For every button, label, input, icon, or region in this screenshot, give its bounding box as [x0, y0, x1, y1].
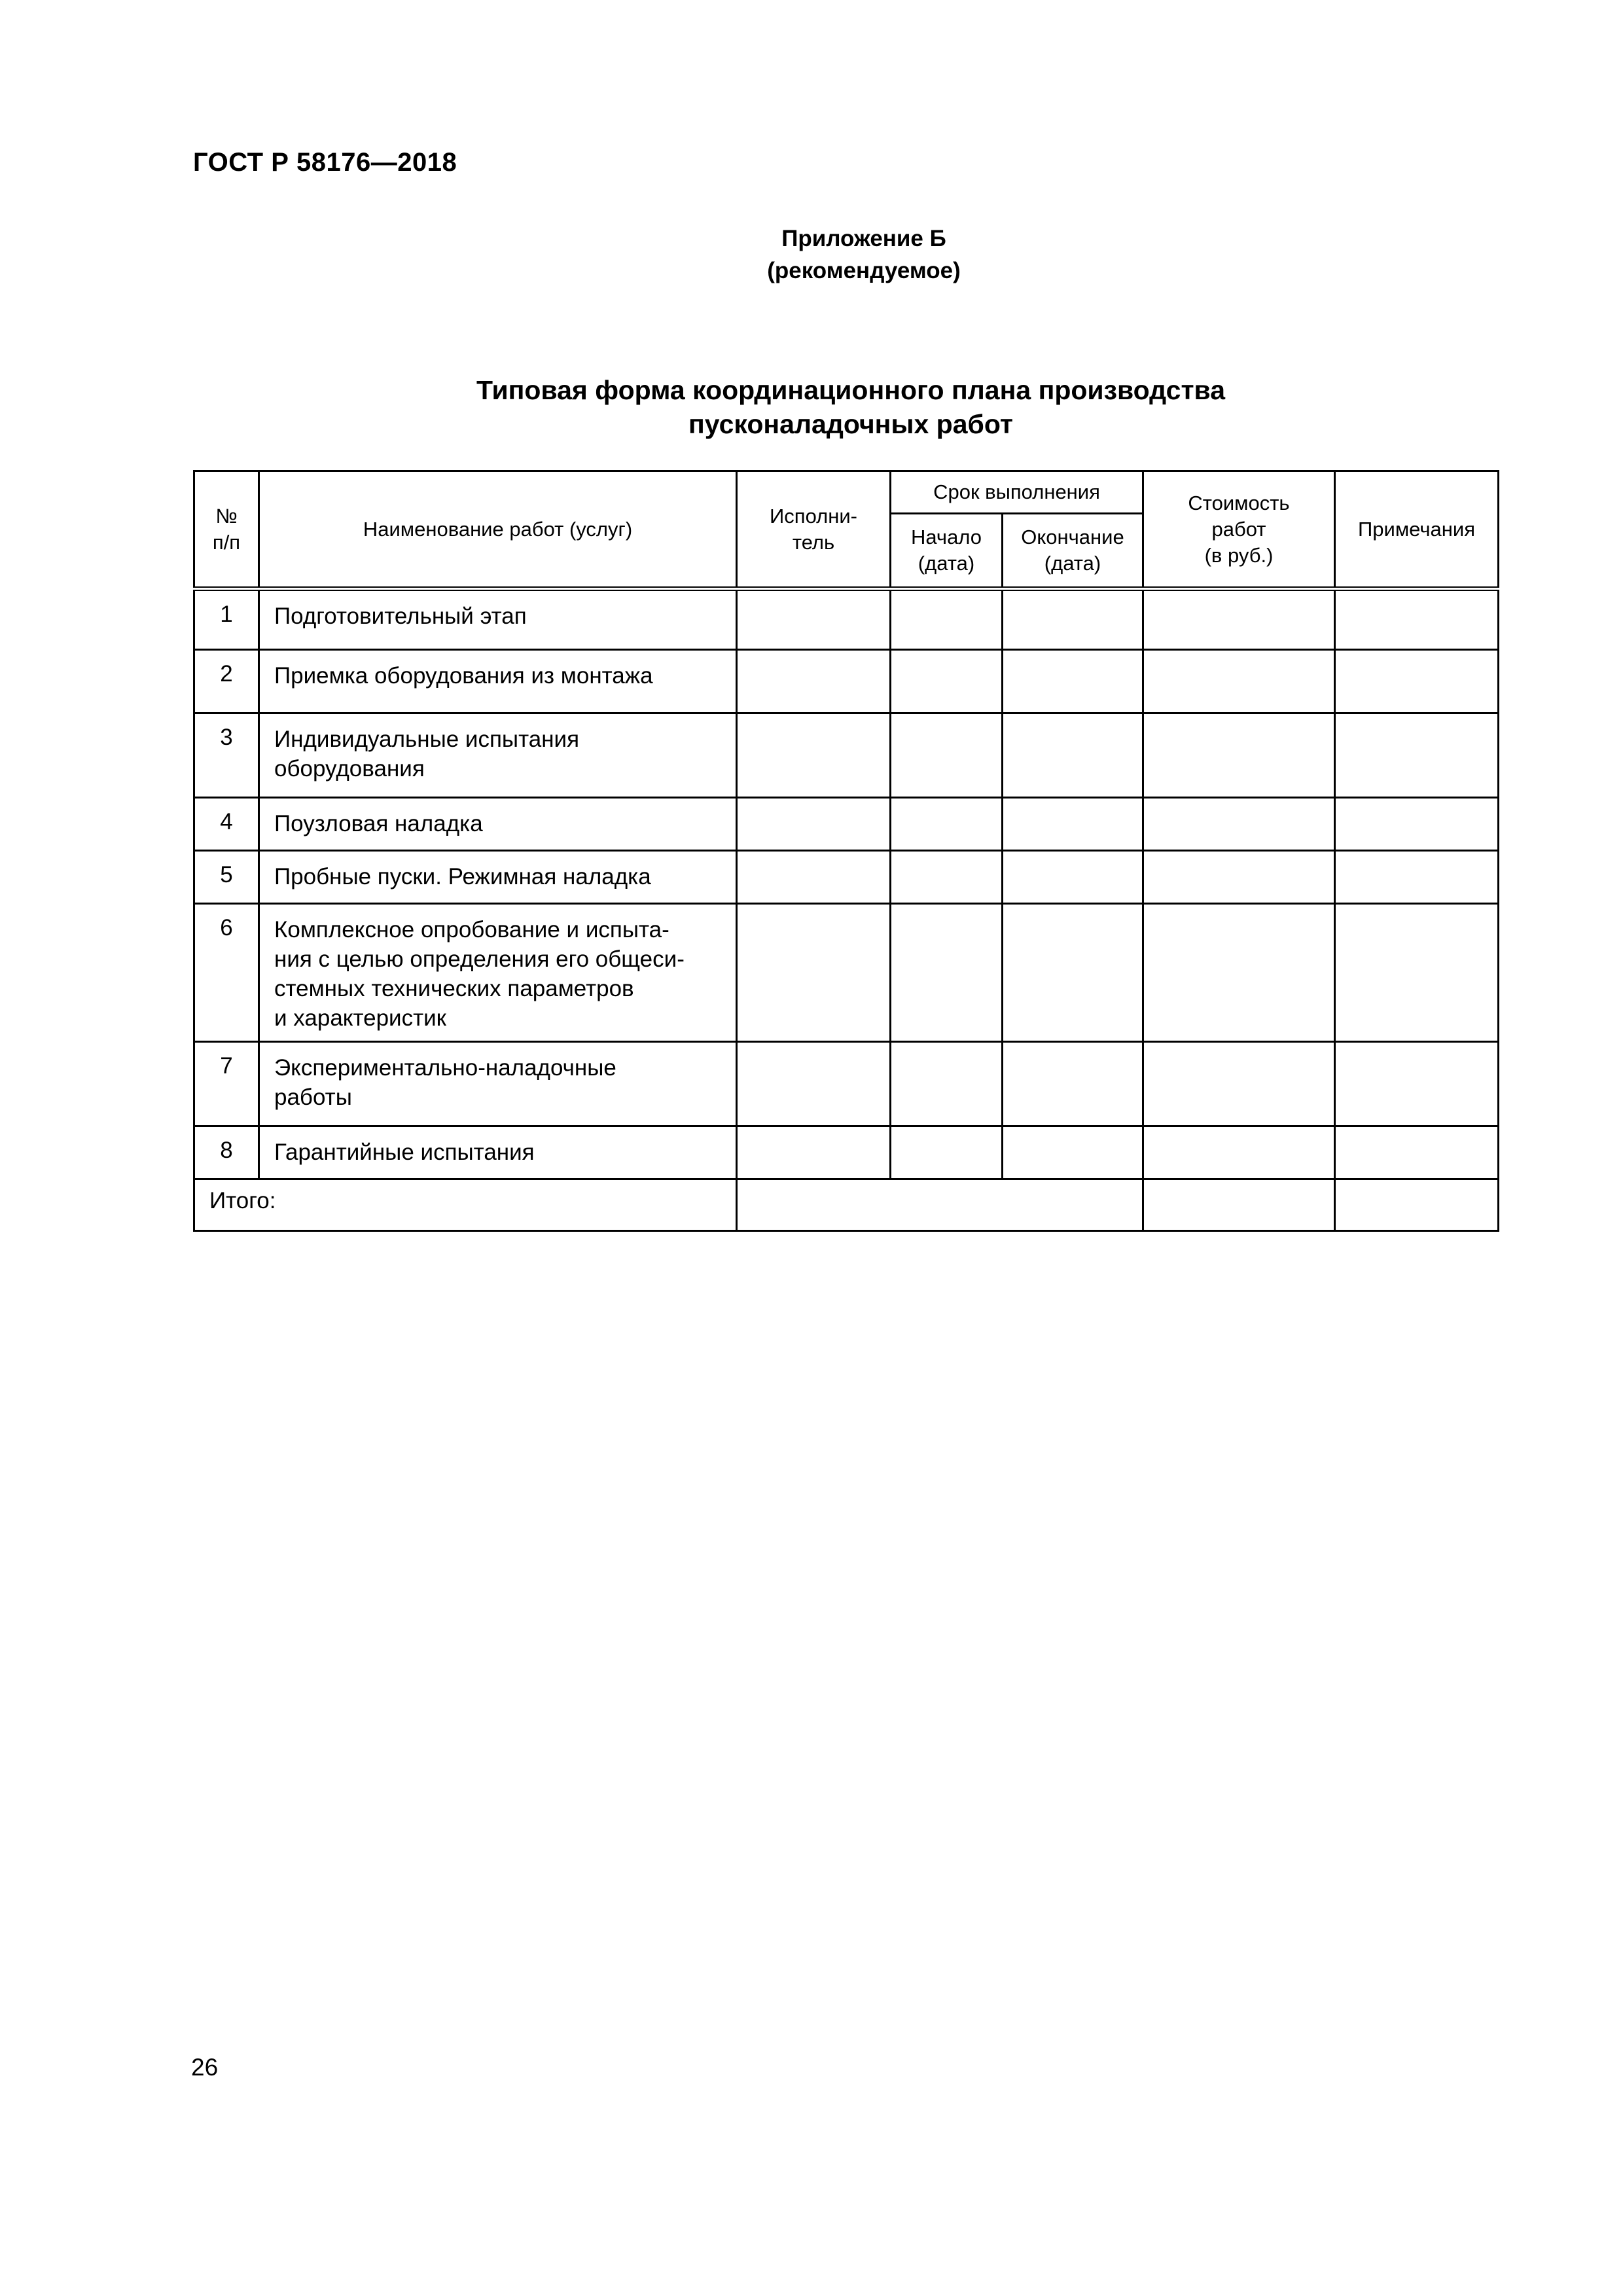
appendix-status: (рекомендуемое) [767, 258, 961, 283]
form-title-line2: пусконаладочных работ [688, 409, 1013, 439]
table-row [194, 713, 1499, 798]
document-code: ГОСТ Р 58176—2018 [193, 148, 457, 177]
work-name-line: Приемка оборудования из монтажа [274, 663, 653, 689]
header-executor-line2: тель [792, 530, 835, 554]
row-work-name [259, 851, 737, 904]
table-row [194, 1042, 1499, 1126]
header-num-line2: п/п [212, 530, 241, 554]
notes-cell [1335, 650, 1499, 713]
row-number: 8 [194, 1126, 259, 1179]
work-name-line: стемных технических параметров [274, 976, 634, 1001]
total-row [194, 1179, 1499, 1231]
table-row [194, 904, 1499, 1042]
header-notes: Примечания [1335, 471, 1499, 589]
start-date-cell [891, 904, 1003, 1042]
row-work-name [259, 798, 737, 851]
work-name-line: Поузловая наладка [274, 811, 483, 836]
work-name-line: работы [274, 1085, 352, 1110]
table-row [194, 650, 1499, 713]
start-date-cell [891, 851, 1003, 904]
start-date-cell [891, 1126, 1003, 1179]
cost-cell [1143, 589, 1335, 650]
row-work-name [259, 1042, 737, 1126]
end-date-cell [1003, 904, 1143, 1042]
total-cost-cell [1143, 1179, 1335, 1231]
executor-cell [737, 589, 891, 650]
work-name-line: и характеристик [274, 1005, 446, 1031]
executor-cell [737, 1126, 891, 1179]
header-end [1003, 514, 1143, 589]
row-number: 6 [194, 904, 259, 1042]
header-name: Наименование работ (услуг) [259, 471, 737, 589]
work-name-line: Индивидуальные испытания [274, 726, 580, 752]
executor-cell [737, 713, 891, 798]
row-number: 5 [194, 851, 259, 904]
header-executor-line1: Исполни- [770, 504, 857, 528]
notes-cell [1335, 713, 1499, 798]
cost-cell [1143, 713, 1335, 798]
work-name-line: Пробные пуски. Режимная наладка [274, 864, 651, 889]
work-name-line: Комплексное опробование и испыта- [274, 917, 669, 942]
notes-cell [1335, 851, 1499, 904]
start-date-cell [891, 713, 1003, 798]
work-name-line: Гарантийные испытания [274, 1139, 535, 1165]
cost-cell [1143, 1042, 1335, 1126]
work-name-line: оборудования [274, 756, 425, 781]
end-date-cell [1003, 1042, 1143, 1126]
header-start-line1: Начало [910, 526, 982, 548]
header-end-line1: Окончание [1021, 526, 1124, 548]
cost-cell [1143, 851, 1335, 904]
header-num-line1: № [215, 504, 238, 528]
table-row [194, 851, 1499, 904]
notes-cell [1335, 1042, 1499, 1126]
start-date-cell [891, 798, 1003, 851]
appendix-title: Приложение Б [781, 226, 946, 251]
header-executor [737, 471, 891, 589]
notes-cell [1335, 798, 1499, 851]
row-work-name [259, 589, 737, 650]
total-executor-term-cell [737, 1179, 1143, 1231]
end-date-cell [1003, 650, 1143, 713]
row-work-name [259, 713, 737, 798]
notes-cell [1335, 904, 1499, 1042]
end-date-cell [1003, 1126, 1143, 1179]
total-label: Итого: [194, 1179, 737, 1231]
executor-cell [737, 650, 891, 713]
executor-cell [737, 851, 891, 904]
start-date-cell [891, 650, 1003, 713]
row-number: 7 [194, 1042, 259, 1126]
executor-cell [737, 798, 891, 851]
row-number: 2 [194, 650, 259, 713]
row-work-name [259, 1126, 737, 1179]
notes-cell [1335, 1126, 1499, 1179]
header-cost-line2: работ [1211, 517, 1266, 541]
cost-cell [1143, 798, 1335, 851]
executor-cell [737, 1042, 891, 1126]
total-notes-cell [1335, 1179, 1499, 1231]
cost-cell [1143, 1126, 1335, 1179]
end-date-cell [1003, 589, 1143, 650]
executor-cell [737, 904, 891, 1042]
cost-cell [1143, 904, 1335, 1042]
coordination-plan-table [193, 470, 1499, 1232]
work-name-line: Подготовительный этап [274, 603, 527, 629]
end-date-cell [1003, 798, 1143, 851]
header-end-line2: (дата) [1044, 552, 1101, 575]
row-number: 3 [194, 713, 259, 798]
row-work-name [259, 904, 737, 1042]
start-date-cell [891, 589, 1003, 650]
table-row [194, 589, 1499, 650]
row-number: 1 [194, 589, 259, 650]
notes-cell [1335, 589, 1499, 650]
work-name-line: ния с целью определения его общеси- [274, 946, 685, 972]
header-cost-line3: (в руб.) [1204, 543, 1274, 567]
work-name-line: Экспериментально-наладочные [274, 1055, 616, 1081]
start-date-cell [891, 1042, 1003, 1126]
form-title-line1: Типовая форма координационного плана производства [476, 375, 1226, 405]
page-number: 26 [191, 2054, 219, 2081]
table-row [194, 798, 1499, 851]
end-date-cell [1003, 713, 1143, 798]
header-term: Срок выполнения [891, 471, 1143, 514]
header-cost [1143, 471, 1335, 589]
header-cost-line1: Стоимость [1188, 491, 1290, 514]
table-row [194, 1126, 1499, 1179]
cost-cell [1143, 650, 1335, 713]
end-date-cell [1003, 851, 1143, 904]
header-num [194, 471, 259, 589]
row-number: 4 [194, 798, 259, 851]
row-work-name [259, 650, 737, 713]
header-start [891, 514, 1003, 589]
header-start-line2: (дата) [918, 552, 975, 575]
